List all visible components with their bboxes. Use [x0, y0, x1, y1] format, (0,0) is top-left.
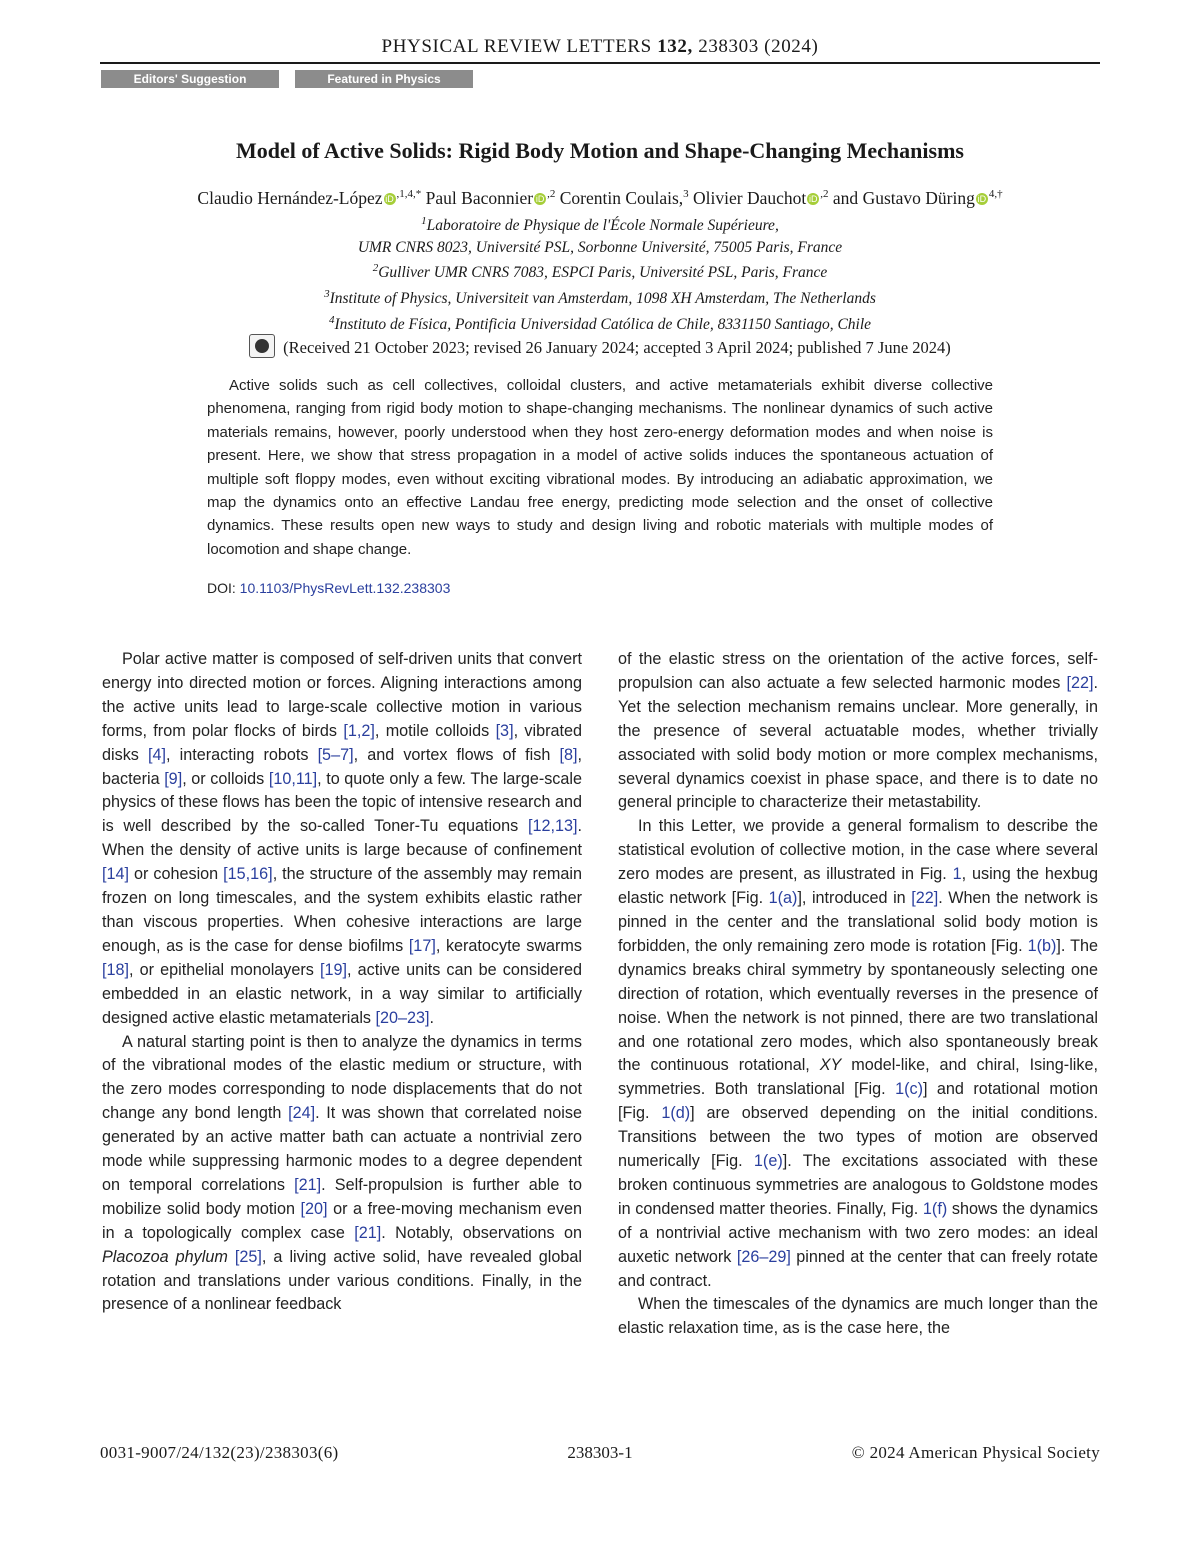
reference-link[interactable]: [10,11] [268, 769, 318, 788]
body-paragraph: When the timescales of the dynamics are much longer than the elastic relaxation time, as is the case here, the [618, 1295, 1098, 1338]
reference-link[interactable]: 1(a) [768, 889, 798, 908]
reference-link[interactable]: [24] [288, 1104, 316, 1123]
affiliation: $^3$Institute of Physics, Universiteit van Amsterdam, 1098 XH Amsterdam, The Netherlands [324, 288, 876, 308]
journal-volume: 132, [657, 36, 693, 57]
italic-term: Placozoa phylum [102, 1247, 228, 1266]
reference-link[interactable]: [19] [320, 960, 348, 979]
author-name: Corentin Coulais, [559, 188, 684, 208]
body-paragraph: A natural starting point is then to analyze the dynamics in terms of the vibrational modes of the elastic medium or structure, with the zero modes corresponding to node displacements that do not change any bond length [24]. It was shown that correlated noise generated by an active matter bath can actuate a nontrivial zero mode while suppressing harmonic modes to a degree dependent on temporal correlations [21]. Self-propulsion is further able to mobilize solid body motion [20] or a free-moving mechanism even in a topologically complex case [21]. Notably, observations on Placozoa phylum [25], a living active solid, have revealed global rotation and translations under various conditions. Finally, in the presence of a nonlinear feedback [102, 1032, 582, 1314]
reference-link[interactable]: [20] [300, 1199, 328, 1218]
affiliation: $^1$Laboratoire de Physique de l'École Normale Supérieure, [421, 215, 779, 235]
reference-link[interactable]: [3] [495, 721, 514, 740]
doi-label: DOI: [207, 580, 236, 596]
author-list: Claudio Hernández-López iD $^{,1,4,*}$ Paul Baconnier iD $^{,2}$ Corentin Coulais,$^3$ Olivier Dauchot iD $^{,2}$ and Gustavo Düring iD $^{4,\dagger}$ [197, 188, 1003, 208]
reference-link[interactable]: [22] [911, 889, 939, 908]
journal-name: PHYSICAL REVIEW LETTERS [381, 36, 652, 57]
received-dates [100, 334, 1100, 358]
check-for-updates-icon[interactable] [249, 334, 275, 358]
affiliation: $^2$Gulliver UMR CNRS 7083, ESPCI Paris, Université PSL, Paris, France [372, 262, 828, 282]
journal-header [100, 36, 1100, 58]
reference-link[interactable]: 1(d) [661, 1104, 691, 1123]
author-affiliation-sup: ,1,4,* [396, 188, 422, 201]
journal-article-year: 238303 (2024) [698, 36, 819, 57]
reference-link[interactable]: [15,16] [223, 865, 273, 884]
reference-link[interactable]: 1(e) [753, 1152, 783, 1171]
orcid-icon[interactable]: iD [809, 194, 818, 204]
received-text: (Received 21 October 2023; revised 26 January 2024; accepted 3 April 2024; published 7 June 2024) [283, 338, 951, 357]
author-affiliation-sup: 4,† [988, 188, 1003, 201]
reference-link[interactable]: [4] [148, 745, 167, 764]
footer-copyright: © 2024 American Physical Society [851, 1443, 1100, 1462]
reference-link[interactable]: [25] [234, 1247, 262, 1266]
reference-link[interactable]: [20–23] [375, 1008, 430, 1027]
author-affiliation-sup: ,2 [547, 188, 556, 201]
body-column-right [618, 648, 1098, 1341]
body-paragraph: of the elastic stress on the orientation of the active forces, self-propulsion can also actuate a few selected harmonic modes [22]. Yet the selection mechanism remains unclear. More generally, in the presence of several actuatable modes, whether trivially associated with solid body motion or more complex mechanisms, several dynamics coexist in phase space, and there is to date no general principle to characterize their metastability. [618, 650, 1098, 812]
reference-link[interactable]: [9] [164, 769, 183, 788]
affiliation-list [100, 211, 1100, 336]
reference-link[interactable]: [8] [559, 745, 578, 764]
doi-link[interactable]: 10.1103/PhysRevLett.132.238303 [239, 580, 451, 596]
reference-link[interactable]: [5–7] [317, 745, 354, 764]
reference-link[interactable]: [26–29] [736, 1247, 791, 1266]
doi-line [207, 580, 450, 596]
featured-in-physics-badge[interactable]: Featured in Physics [295, 70, 473, 88]
reference-link[interactable]: [21] [354, 1223, 382, 1242]
author-name: Olivier Dauchot [693, 188, 807, 208]
author-affiliation-sup: ,2 [820, 188, 829, 201]
reference-link[interactable]: [22] [1066, 673, 1094, 692]
body-column-left [102, 648, 582, 1317]
author-name: Claudio Hernández-López [197, 188, 383, 208]
orcid-icon[interactable]: iD [385, 194, 394, 204]
reference-link[interactable]: 1 [952, 865, 962, 884]
body-paragraph: Polar active matter is composed of self-driven units that convert energy into directed motion or forces. Aligning interactions among the active units lead to large-scale collective motion in various forms, from polar flocks of birds [1,2], motile colloids [3], vibrated disks [4], interacting robots [5–7], and vortex flows of fish [8], bacteria [9], or colloids [10,11], to quote only a few. The large-scale physics of these flows has been the topic of intensive research and is well described by the so-called Toner-Tu equations [12,13]. When the density of active units is large because of confinement [14] or cohesion [15,16], the structure of the assembly may remain frozen on long timescales, and the system exhibits elastic rather than viscous properties. When cohesive interactions are large enough, as is the case for dense biofilms [17], keratocyte swarms [18], or epithelial monolayers [19], active units can be considered embedded in an elastic network, in a way similar to artificially designed active elastic metamaterials [20–23]. [102, 650, 583, 1027]
orcid-icon[interactable]: iD [977, 194, 987, 204]
affiliation: $^4$Instituto de Física, Pontificia Universidad Católica de Chile, 8331150 Santiago, Chile [328, 313, 872, 333]
reference-link[interactable]: [1,2] [343, 721, 375, 740]
reference-link[interactable]: 1(c) [895, 1080, 923, 1099]
footer-issn: 0031-9007/24/132(23)/238303(6) [100, 1443, 339, 1462]
reference-link[interactable]: [12,13] [527, 817, 578, 836]
reference-link[interactable]: [17] [408, 936, 436, 955]
footer-page-number: 238303-1 [567, 1443, 633, 1462]
editors-suggestion-badge[interactable]: Editors' Suggestion [101, 70, 279, 88]
author-affiliation-sup: 3 [683, 188, 689, 201]
body-paragraph: In this Letter, we provide a general formalism to describe the statistical evolution of collective motion, in the case where several zero modes are present, as illustrated in Fig. 1, using the hexbug elastic network [Fig. 1(a)], introduced in [22]. When the network is pinned in the center and the translational solid body motion is forbidden, the only remaining zero mode is rotation [Fig. 1(b)]. The dynamics breaks chiral symmetry by spontaneously selecting one direction of rotation, which eventually reverses in the presence of noise. When the network is not pinned, there are two translational and one rotational zero modes, which also spontaneously break the continuous rotational, XY model-like, and chiral, Ising-like, symmetries. Both translational [Fig. 1(c)] and rotational motion [Fig. 1(d)] are observed depending on the initial conditions. Transitions between the two types of motion are observed numerically [Fig. 1(e)]. The excitations associated with these broken continuous symmetries are analogous to Goldstone modes in condensed matter theories. Finally, Fig. 1(f) shows the dynamics of a nontrivial active mechanism with two zero modes: an ideal auxetic network [26–29] pinned at the center that can freely rotate and contract. [618, 817, 1099, 1290]
author-name: Gustavo Düring [862, 188, 975, 208]
reference-link[interactable]: 1(f) [922, 1199, 948, 1218]
affiliation: UMR CNRS 8023, Université PSL, Sorbonne Université, 75005 Paris, France [357, 238, 843, 256]
abstract: Active solids such as cell collectives, colloidal clusters, and active metamaterials exhibit diverse collective phenomena, ranging from rigid body motion to shape-changing mechanisms. The nonlinear dynamics of such active materials remains, however, poorly understood when they host zero-energy deformation modes and when noise is present. Here, we show that stress propagation in a model of active solids induces the spontaneous actuation of multiple soft floppy modes, even without exciting vibrational modes. By introducing an adiabatic approximation, we map the dynamics onto an effective Landau free energy, predicting mode selection and the onset of collective dynamics. These results open new ways to study and design living and robotic materials with multiple modes of locomotion and shape change. [207, 377, 993, 558]
paper-title: Model of Active Solids: Rigid Body Motion and Shape-Changing Mechanisms [236, 138, 964, 163]
header-rule [100, 62, 1100, 64]
italic-term: XY [819, 1056, 842, 1075]
reference-link[interactable]: [14] [102, 865, 130, 884]
reference-link[interactable]: [18] [102, 960, 130, 979]
author-name: Paul Baconnier [425, 188, 534, 208]
reference-link[interactable]: [21] [294, 1175, 322, 1194]
orcid-icon[interactable]: iD [535, 194, 545, 204]
reference-link[interactable]: 1(b) [1027, 936, 1057, 955]
